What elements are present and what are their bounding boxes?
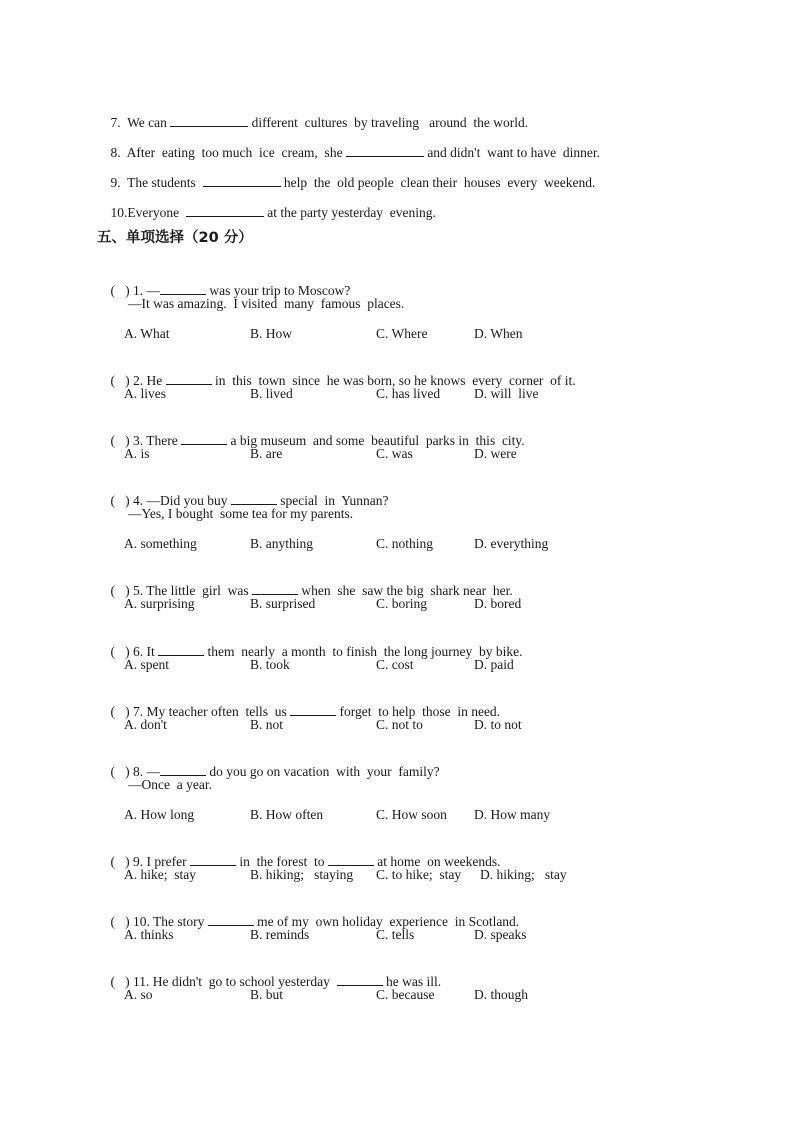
question-stem: was your trip to Moscow?: [206, 283, 351, 298]
question-stem: 6. It: [133, 644, 159, 659]
answer-paren[interactable]: ( ): [110, 914, 130, 929]
answer-blank[interactable]: [337, 973, 383, 986]
answer-blank[interactable]: [231, 492, 277, 505]
question-8-response: —Once a year.: [128, 777, 212, 792]
question-stem: in this town since he was born, so he knows every corner of it.: [211, 373, 576, 388]
question-stem: them nearly a month to finish the long journey by bike.: [204, 644, 523, 659]
answer-paren[interactable]: ( ): [110, 974, 130, 989]
answer-blank[interactable]: [290, 703, 336, 716]
option-b[interactable]: B. reminds: [250, 927, 310, 942]
answer-paren[interactable]: ( ): [110, 854, 130, 869]
question-stem: a big museum and some beautiful parks in this city.: [227, 433, 525, 448]
option-d[interactable]: D. were: [474, 446, 517, 461]
option-b[interactable]: B. lived: [250, 386, 293, 401]
option-c[interactable]: C. boring: [376, 596, 428, 611]
question-stem: 1. —: [133, 283, 160, 298]
question-stem: 7. My teacher often tells us: [133, 704, 291, 719]
answer-paren[interactable]: ( ): [110, 373, 130, 388]
answer-blank[interactable]: [328, 853, 374, 866]
option-d[interactable]: D. bored: [474, 596, 522, 611]
answer-blank[interactable]: [346, 144, 424, 157]
answer-paren[interactable]: ( ): [110, 644, 130, 659]
item-text: and didn't want to have dinner.: [423, 145, 600, 160]
item-text: After eating too much ice cream, she: [126, 145, 346, 160]
question-stem: 11. He didn't go to school yesterday: [133, 974, 337, 989]
option-d[interactable]: D. paid: [474, 657, 514, 672]
option-b[interactable]: B. took: [250, 657, 290, 672]
option-d[interactable]: D. though: [474, 987, 528, 1002]
answer-paren[interactable]: ( ): [110, 283, 130, 298]
option-c[interactable]: C. to hike; stay: [376, 867, 462, 882]
item-text: Everyone: [127, 205, 186, 220]
option-a[interactable]: A. something: [124, 536, 197, 551]
item-text: at the party yesterday evening.: [263, 205, 436, 220]
question-stem: 5. The little girl was: [133, 583, 252, 598]
section-title: 五、单项选择（20 分）: [97, 230, 253, 246]
option-a[interactable]: A. is: [124, 446, 150, 461]
question-stem: forget to help those in need.: [336, 704, 501, 719]
question-stem: 8. —: [133, 764, 160, 779]
option-c[interactable]: C. How soon: [376, 807, 447, 822]
answer-blank[interactable]: [181, 432, 227, 445]
option-a[interactable]: A. What: [124, 326, 170, 341]
answer-paren[interactable]: ( ): [110, 493, 130, 508]
answer-blank[interactable]: [190, 853, 236, 866]
question-stem: in the forest to: [235, 854, 328, 869]
question-stem: at home on weekends.: [373, 854, 501, 869]
item-text: help the old people clean their houses every weekend.: [280, 175, 596, 190]
option-d[interactable]: D. will live: [474, 386, 539, 401]
question-stem: 10. The story: [133, 914, 208, 929]
item-number: 7.: [110, 115, 121, 130]
option-a[interactable]: A. How long: [124, 807, 195, 822]
question-stem: when she saw the big shark near her.: [297, 583, 513, 598]
option-a[interactable]: A. hike; stay: [124, 867, 196, 882]
option-c[interactable]: C. cost: [376, 657, 414, 672]
option-c[interactable]: C. because: [376, 987, 435, 1002]
option-c[interactable]: C. nothing: [376, 536, 434, 551]
option-b[interactable]: B. surprised: [250, 596, 316, 611]
question-stem: he was ill.: [382, 974, 442, 989]
option-a[interactable]: A. so: [124, 987, 153, 1002]
answer-blank[interactable]: [208, 913, 254, 926]
question-stem: 3. There: [133, 433, 182, 448]
option-d[interactable]: D. hiking; stay: [480, 867, 567, 882]
option-a[interactable]: A. thinks: [124, 927, 174, 942]
answer-paren[interactable]: ( ): [110, 764, 130, 779]
answer-paren[interactable]: ( ): [110, 704, 130, 719]
option-c[interactable]: C. has lived: [376, 386, 441, 401]
option-a[interactable]: A. spent: [124, 657, 169, 672]
question-stem: special in Yunnan?: [276, 493, 389, 508]
question-stem: do you go on vacation with your family?: [206, 764, 440, 779]
item-number: 9.: [110, 175, 121, 190]
question-3: [97, 416, 525, 465]
question-stem: 2. He: [133, 373, 166, 388]
option-b[interactable]: B. How often: [250, 807, 324, 822]
option-a[interactable]: A. lives: [124, 386, 166, 401]
item-text: We can: [127, 115, 171, 130]
question-1-response: —It was amazing. I visited many famous places.: [128, 296, 405, 311]
answer-blank[interactable]: [203, 174, 281, 187]
answer-blank[interactable]: [186, 204, 264, 217]
item-number: 10.: [110, 205, 128, 220]
option-d[interactable]: D. to not: [474, 717, 522, 732]
option-b[interactable]: B. hiking; staying: [250, 867, 354, 882]
answer-paren[interactable]: ( ): [110, 433, 130, 448]
question-stem: me of my own holiday experience in Scotland.: [253, 914, 520, 929]
option-c[interactable]: C. Where: [376, 326, 428, 341]
option-b[interactable]: B. How: [250, 326, 293, 341]
option-a[interactable]: A. surprising: [124, 596, 195, 611]
option-c[interactable]: C. not to: [376, 717, 423, 732]
option-b[interactable]: B. are: [250, 446, 283, 461]
option-b[interactable]: B. but: [250, 987, 284, 1002]
answer-paren[interactable]: ( ): [110, 583, 130, 598]
option-c[interactable]: C. was: [376, 446, 413, 461]
option-d[interactable]: D. How many: [474, 807, 551, 822]
answer-blank[interactable]: [170, 114, 248, 127]
option-d[interactable]: D. speaks: [474, 927, 527, 942]
question-stem: 9. I prefer: [133, 854, 190, 869]
answer-blank[interactable]: [160, 282, 206, 295]
item-text: The students: [127, 175, 203, 190]
answer-blank[interactable]: [160, 763, 206, 776]
question-4-response: —Yes, I bought some tea for my parents.: [128, 506, 354, 521]
option-a[interactable]: A. don't: [124, 717, 167, 732]
option-b[interactable]: B. anything: [250, 536, 313, 551]
item-number: 8.: [110, 145, 121, 160]
answer-blank[interactable]: [166, 372, 212, 385]
option-c[interactable]: C. tells: [376, 927, 415, 942]
question-stem: 4. —Did you buy: [133, 493, 231, 508]
answer-blank[interactable]: [252, 582, 298, 595]
answer-blank[interactable]: [158, 643, 204, 656]
item-text: different cultures by traveling around the world.: [248, 115, 529, 130]
option-d[interactable]: D. When: [474, 326, 523, 341]
option-d[interactable]: D. everything: [474, 536, 549, 551]
option-b[interactable]: B. not: [250, 717, 284, 732]
